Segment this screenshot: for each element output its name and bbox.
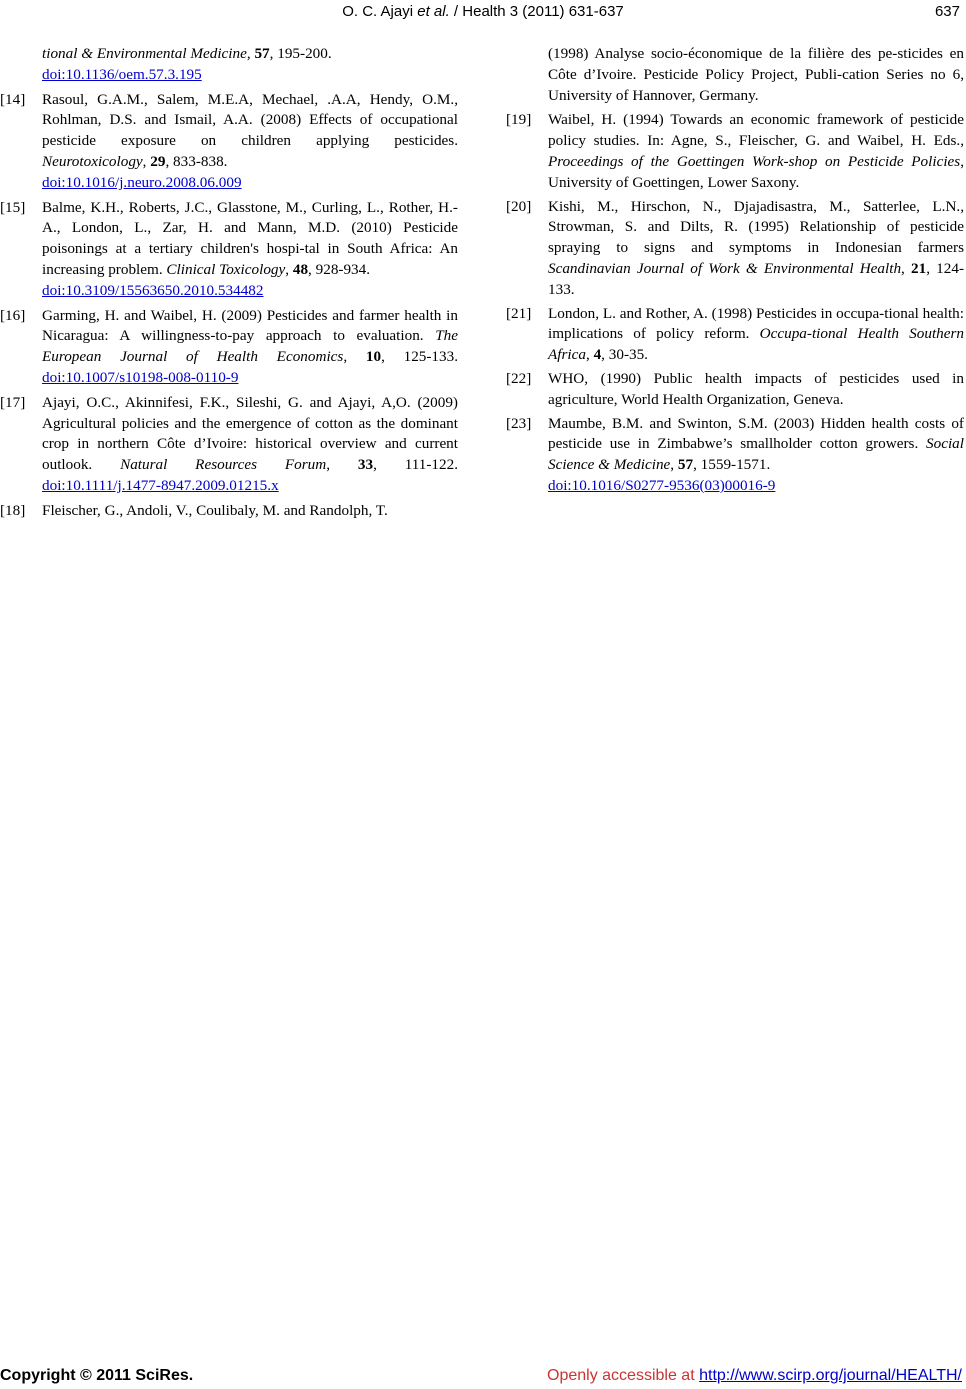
ref-journal: Occupa-tional Health Southern Africa <box>548 325 964 364</box>
ref-journal: tional & Environmental Medicine <box>42 45 247 62</box>
ref-number: [19] <box>506 111 532 129</box>
ref-text: (1998) Analyse socio-économique de la filière des pe-sticides en Côte d’Ivoire. Pesticide Policy Project, Publi-cation Series no 6, University of Hannover, Germany. <box>548 45 964 104</box>
header-title <box>0 3 966 20</box>
ref-volume: 33 <box>357 456 374 474</box>
ref-number: [22] <box>506 369 532 387</box>
page-number: 637 <box>934 3 960 20</box>
access-notice <box>547 1367 962 1385</box>
ref-number: [18] <box>0 501 26 519</box>
ref-journal: Scandinavian Journal of Work & Environmental Health <box>548 259 902 277</box>
ref-text: London, L. and Rother, A. (1998) Pesticides in occupa-tional health: implications of policy reform. <box>548 304 964 343</box>
ref-pages: , 125-133. <box>381 348 459 366</box>
ref-volume: 57 <box>677 456 694 474</box>
doi-link[interactable]: doi:10.1016/S0277-9536(03)00016-9 <box>548 476 776 494</box>
header-authors: O. C. Ajayi <box>342 3 418 20</box>
ref-tail: , University of Goettingen, Lower Saxony. <box>548 152 964 191</box>
ref-number: [21] <box>506 304 532 322</box>
ref-sep: , <box>585 346 594 364</box>
ref-number: [23] <box>506 414 532 432</box>
doi-link[interactable]: doi:10.1111/j.1477-8947.2009.01215.x <box>42 476 279 494</box>
doi-link[interactable]: doi:10.1007/s10198-008-0110-9 <box>42 368 239 386</box>
ref-volume: 10 <box>365 348 382 366</box>
ref-sep: , <box>326 456 358 474</box>
reference-continuation: tional & Environmental Medicine, 57, 195-200. doi:10.1136/oem.57.3.195 <box>0 44 458 86</box>
reference-20 <box>506 197 964 301</box>
ref-text: Ajayi, O.C., Akinnifesi, F.K., Sileshi, G. and Ajayi, A,O. (2009) Agricultural policies and the emergence of cotton as the dominant crop in northern Côte d’Ivoire: historical overview and current outlook. <box>42 393 458 474</box>
reference-18 <box>0 501 458 522</box>
ref-volume: 48 <box>292 260 309 278</box>
reference-16 <box>0 306 458 389</box>
reference-14 <box>0 90 458 194</box>
ref-text: Maumbe, B.M. and Swinton, S.M. (2003) Hidden health costs of pesticide use in Zimbabwe’s smallholder cotton growers. <box>548 414 964 453</box>
ref-sep: , <box>670 456 678 474</box>
ref-volume: 29 <box>150 152 166 170</box>
ref-journal: Natural Resources Forum <box>120 456 327 474</box>
ref-number: [14] <box>0 90 26 108</box>
reference-23 <box>506 414 964 497</box>
ref-journal: Neurotoxicology <box>42 152 143 170</box>
doi-link[interactable]: doi:10.1016/j.neuro.2008.06.009 <box>42 173 242 191</box>
ref-text: WHO, (1990) Public health impacts of pesticides used in agriculture, World Health Organization, Geneva. <box>548 369 964 408</box>
page-footer <box>0 1367 966 1389</box>
ref-volume: 57 <box>254 45 270 62</box>
reference-19 <box>506 110 964 193</box>
ref-text: Rasoul, G.A.M., Salem, M.E.A, Mechael, .A.A, Hendy, O.M., Rohlman, D.S. and Ismail, A.A. (2008) Effects of occupational pesticide exposure on children applying pesticides. <box>42 90 458 150</box>
ref-sep: , <box>142 152 151 170</box>
doi-link[interactable]: doi:10.1136/oem.57.3.195 <box>42 65 202 83</box>
ref-text: Garming, H. and Waibel, H. (2009) Pesticides and farmer health in Nicaragua: A willingness-to-pay approach to evaluation. <box>42 306 458 345</box>
reference-17 <box>0 393 458 497</box>
ref-pages: , 833-838. <box>165 152 228 170</box>
ref-text: Balme, K.H., Roberts, J.C., Glasstone, M., Curling, L., Rother, H.-A., London, L., Zar, H. and Mann, M.D. (2010) Pesticide poisonings at a tertiary children's hospi-tal in South Africa: An increasing problem. <box>42 198 458 278</box>
ref-number: [16] <box>0 306 26 324</box>
ref-number: [17] <box>0 393 26 411</box>
ref-pages: , 30-35. <box>601 346 648 364</box>
ref-sep: , <box>901 259 912 277</box>
right-column <box>506 44 964 497</box>
ref-text: Fleischer, G., Andoli, V., Coulibaly, M. and Randolph, T. <box>42 501 388 519</box>
ref-journal: Proceedings of the Goettingen Work-shop on Pesticide Policies <box>548 152 961 170</box>
ref-pages: , 928-934. <box>308 260 371 278</box>
reference-continuation <box>506 44 964 106</box>
ref-pages: , 1559-1571. <box>693 456 771 474</box>
ref-volume: 4 <box>593 346 602 364</box>
ref-volume: 21 <box>911 259 927 277</box>
copyright: Copyright © 2011 SciRes. <box>0 1367 194 1384</box>
ref-sep: , <box>285 260 293 278</box>
running-header <box>0 3 966 23</box>
left-column <box>0 44 458 522</box>
ref-journal: Clinical Toxicology <box>166 260 286 278</box>
header-et-al: et al. <box>417 3 450 20</box>
ref-text: Waibel, H. (1994) Towards an economic framework of pesticide policy studies. In: Agne, S., Fleischer, G. and Waibel, H. Eds., <box>548 111 964 150</box>
access-text: Openly accessible at <box>547 1367 700 1384</box>
ref-text: Kishi, M., Hirschon, N., Djajadisastra, M., Satterlee, L.N., Strowman, S. and Dilts, R. (1995) Relationship of pesticide spraying to signs and symptoms in Indonesian farmers <box>548 197 964 257</box>
ref-number: [20] <box>506 197 532 215</box>
ref-pages: , 124-133. <box>548 259 964 298</box>
doi-link[interactable]: doi:10.3109/15563650.2010.534482 <box>42 281 264 299</box>
ref-pages: , 195-200. <box>269 45 332 62</box>
reference-22 <box>506 369 964 411</box>
reference-21 <box>506 304 964 366</box>
ref-number: [15] <box>0 198 26 216</box>
header-journal: / Health 3 (2011) 631-637 <box>449 3 624 20</box>
journal-url-link[interactable]: http://www.scirp.org/journal/HEALTH/ <box>699 1367 962 1384</box>
reference-15 <box>0 198 458 302</box>
ref-journal: Social Science & Medicine <box>548 435 964 474</box>
ref-journal: The European Journal of Health Economics <box>42 327 458 366</box>
ref-sep: , <box>343 348 366 366</box>
ref-pages: , 111-122. <box>373 456 458 474</box>
